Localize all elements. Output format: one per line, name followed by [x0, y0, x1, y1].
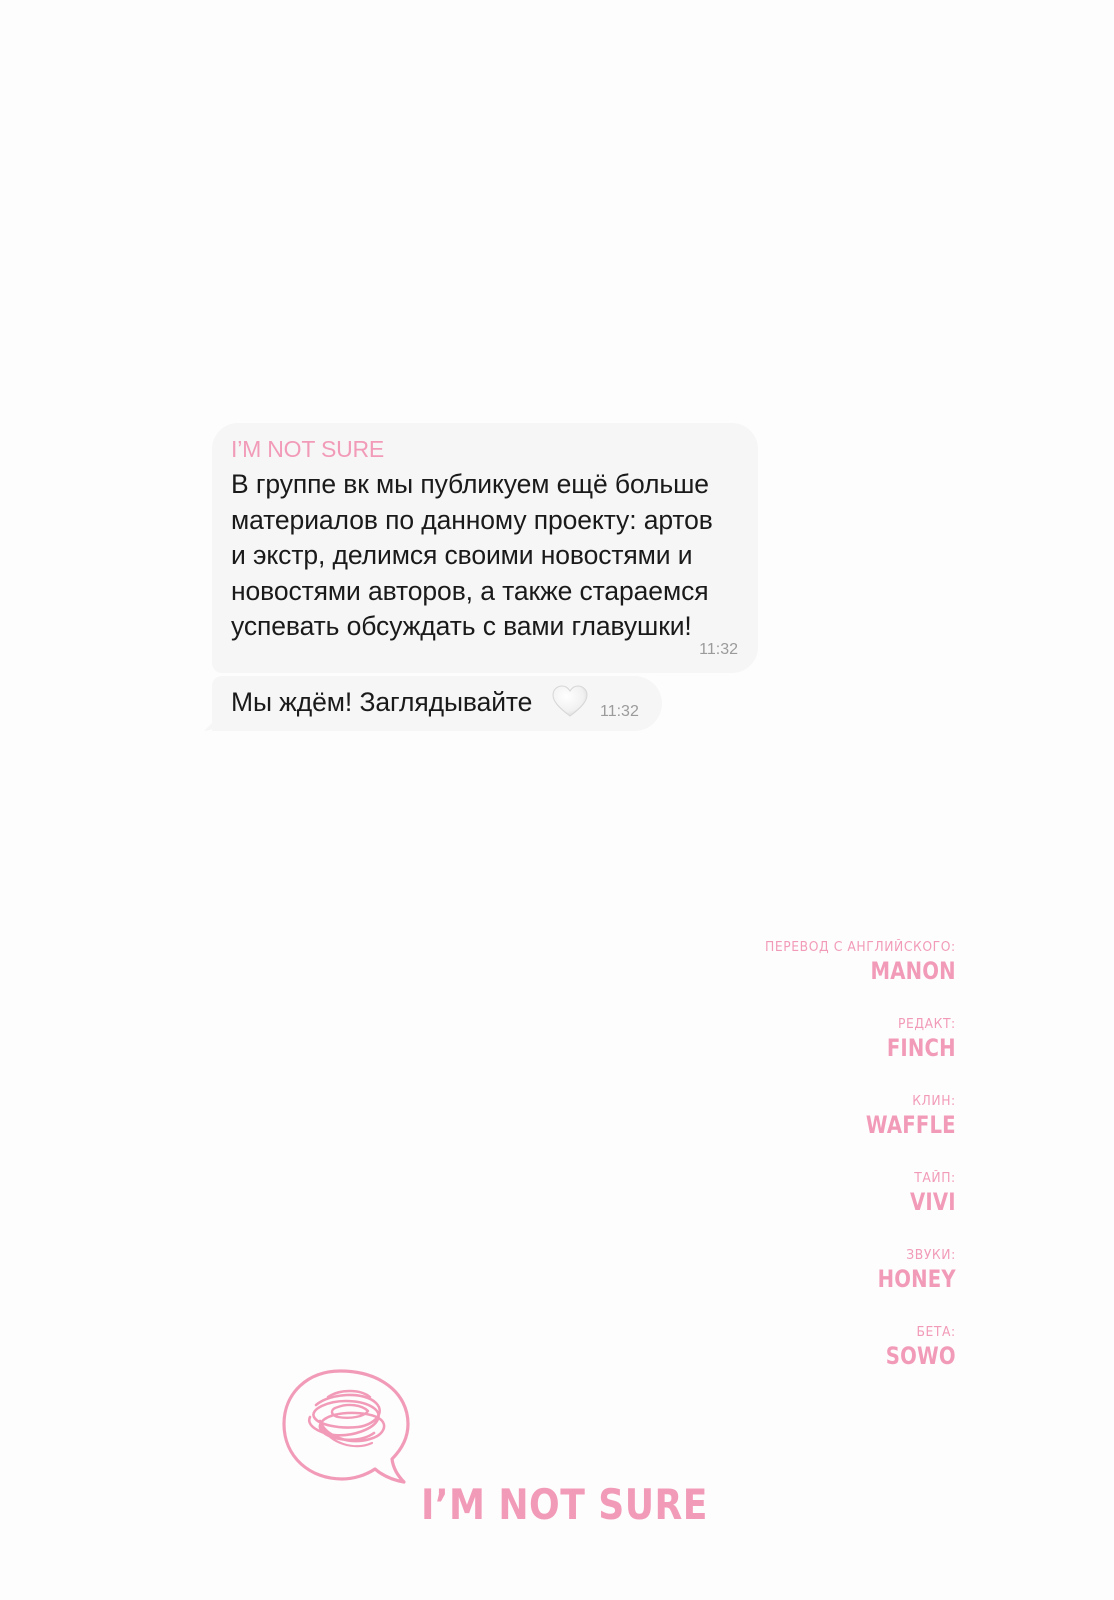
credit-beta — [755, 1325, 956, 1402]
message-sender: I’M NOT SURE — [231, 436, 385, 462]
credits-list — [755, 940, 956, 1402]
brand-logo-text: I’M NOT SURE — [421, 1480, 708, 1529]
credit-name: FINCH — [887, 1034, 956, 1062]
speech-bubble-scribble-icon — [280, 1367, 414, 1492]
credit-edit — [755, 1017, 956, 1094]
credit-sounds — [755, 1248, 956, 1325]
chat-message-bubble — [212, 423, 758, 673]
message-time: 11:32 — [699, 641, 738, 658]
credit-role: ТАЙП: — [914, 1171, 956, 1186]
white-heart-icon — [552, 685, 588, 719]
message-text: В группе вк мы публикуем ещё больше материалов по данному проекту: артов и экстр, делимся своими новостями и новостями авторов, а также стараемся успевать обсуждать с вами главушки! — [231, 469, 713, 641]
credit-role: КЛИН: — [912, 1094, 956, 1109]
credit-name: VIVI — [910, 1188, 956, 1216]
credit-type — [755, 1171, 956, 1248]
credit-name: MANON — [870, 957, 956, 985]
chat-message-bubble — [212, 676, 662, 731]
credit-translation — [755, 940, 956, 1017]
message-time: 11:32 — [600, 703, 639, 720]
credit-role: РЕДАКТ: — [898, 1017, 956, 1032]
credit-role: ПЕРЕВОД С АНГЛИЙСКОГО: — [765, 940, 956, 955]
message-text: Мы ждём! Заглядывайте — [231, 687, 533, 717]
credit-role: ЗВУКИ: — [906, 1248, 956, 1263]
credit-name: WAFFLE — [866, 1111, 956, 1139]
credit-clean — [755, 1094, 956, 1171]
credit-role: БЕТА: — [916, 1325, 956, 1340]
credit-name: SOWO — [885, 1342, 956, 1370]
credit-name: HONEY — [877, 1265, 956, 1293]
